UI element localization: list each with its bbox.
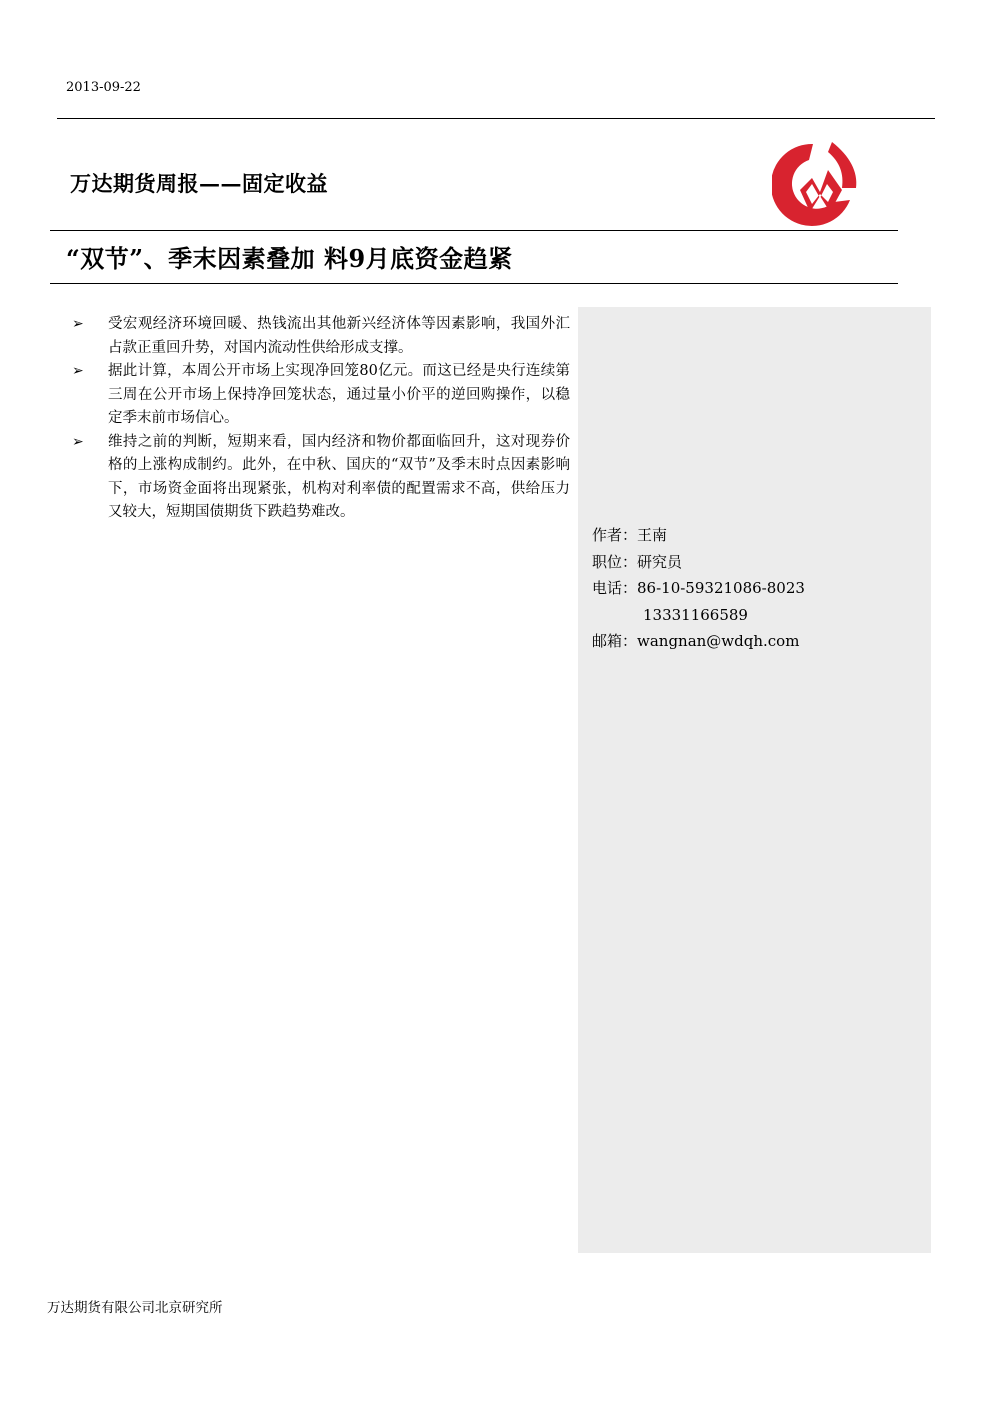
bullet-text: 维持之前的判断，短期来看，国内经济和物价都面临回升，这对现券价格的上涨构成制约。此外，在中秋、国庆的“双节”及季末时点因素影响下，市场资金面将出现紧张，机构对利率债的配置需求不高，供给压力又较大，短期国债期货下跌趋势难改。 [108,433,570,520]
list-item [72,360,570,431]
author-phone: 电话：86-10-59321086-8023 [592,579,805,597]
wanda-futures-logo-icon [772,142,860,226]
title-divider [50,230,898,231]
author-position: 职位：研究员 [592,552,683,571]
footer-company: 万达期货有限公司北京研究所 [47,1300,223,1316]
report-date: 2013-09-22 [66,80,141,95]
list-item [72,313,570,360]
report-title: 万达期货周报——固定收益 [70,171,328,196]
arrow-bullet-icon: ➢ [72,363,84,379]
author-name: 作者：王南 [592,526,668,544]
top-divider [57,118,935,119]
arrow-bullet-icon: ➢ [72,433,84,450]
headline-divider [50,283,898,284]
list-item [72,431,570,525]
author-email[interactable]: 邮箱：wangnan@wdqh.com [592,632,800,650]
sidebar-panel [578,307,931,1253]
bullet-text: 据此计算，本周公开市场上实现净回笼80亿元。而这已经是央行连续第三周在公开市场上保持净回笼状态，通过量小价平的逆回购操作，以稳定季末前市场信心。 [108,363,570,426]
bullet-text: 受宏观经济环境回暖、热钱流出其他新兴经济体等因素影响，我国外汇占款正重回升势，对国内流动性供给形成支撑。 [108,316,570,356]
headline: “双节”、季末因素叠加 料9月底资金趋紧 [66,244,513,273]
arrow-bullet-icon: ➢ [72,316,84,332]
summary-list [72,313,570,525]
author-contact [592,522,805,655]
author-mobile: 13331166589 [643,605,748,624]
